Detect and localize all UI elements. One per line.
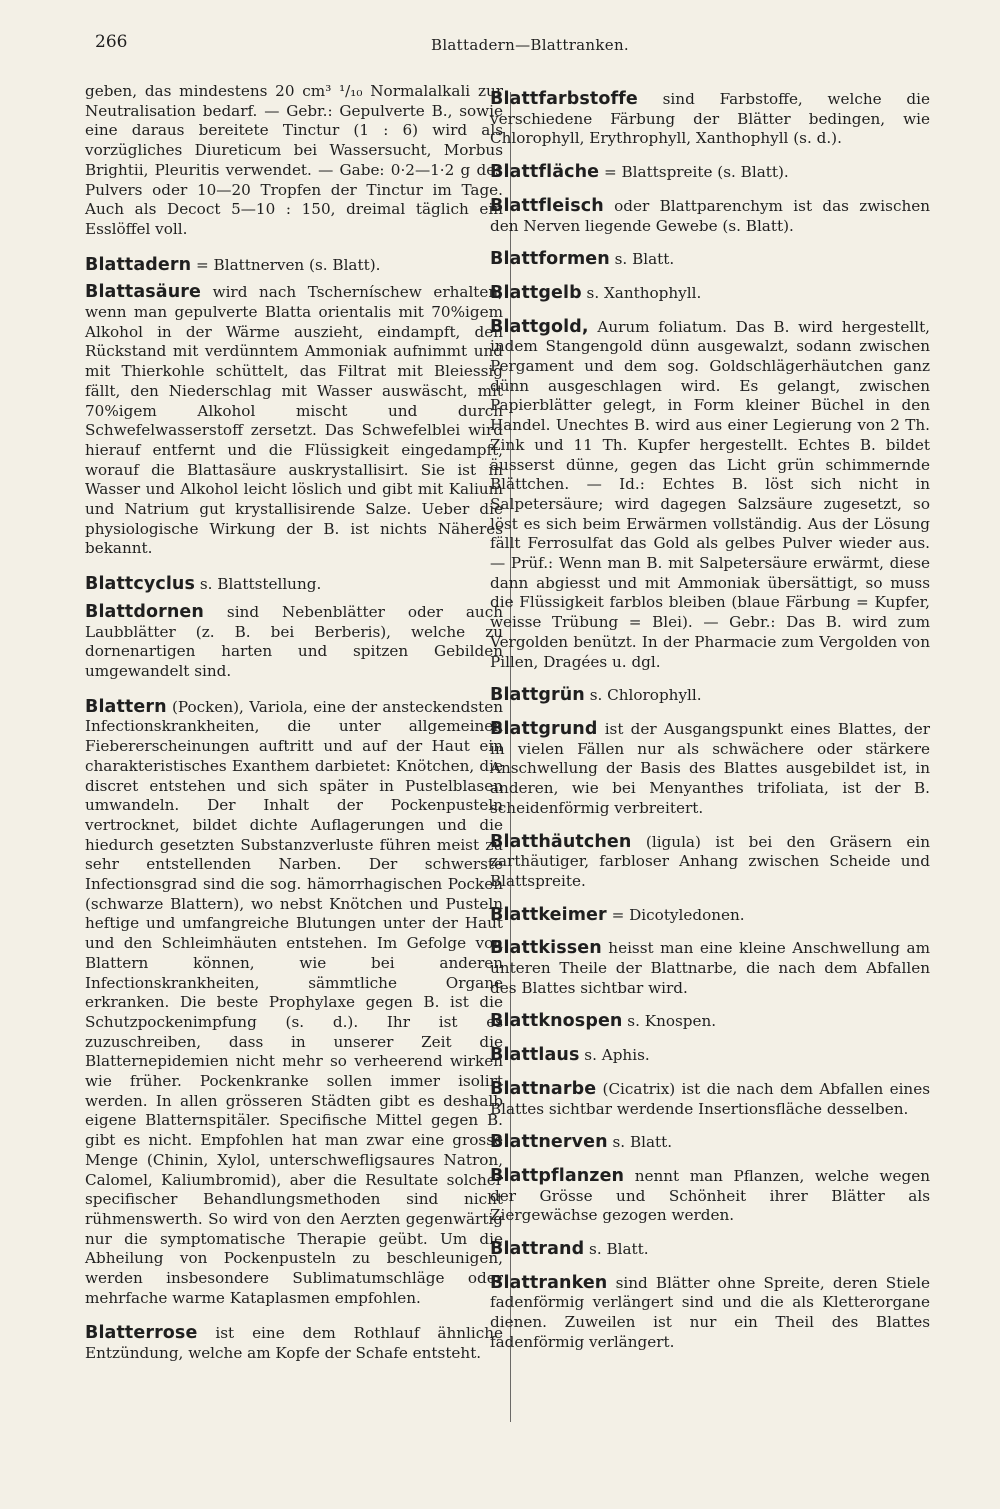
entry-text: nennt man Pflanzen, welche wegen der Grösse und Schönheit ihrer Blätter als Ziergewächse gezogen werden. [490,1166,931,1225]
right-column [490,90,930,1367]
entry-text: = Blattspreite (s. Blatt). [603,163,789,182]
entry-headword: Blattern [85,696,167,717]
entry-text: wird nach Tscherníschew erhalten, wenn man gepulverte Blatta orientalis mit 70%igem Alkohol in der Wärme auszieht, eindampft, den Rückstand mit verdünntem Ammoniak aufnimmt und mit Thierkohle schüttelt, das Filtrat mit Bleiessig fällt, den Niederschlag mit Wasser auswäscht, mit 70%igem Alkohol mischt und durch Schwefelwasserstoff zersetzt. Das Schwefelblei wird hierauf entfernt und die Flüssigkeit eingedampft, worauf die Blattasäure auskrystallisirt. Sie ist in Wasser und Alkohol leicht löslich und gibt mit Kalium und Natrium gut krystallisirende Salze. Ueber die physiologische Wirkung der B. ist nichts Näheres bekannt. [85,283,503,558]
entry-blattadern [85,256,503,276]
entry-blattranken [490,1274,930,1353]
entry-text: oder Blattparenchym ist das zwischen den Nerven liegende Gewebe (s. Blatt). [490,196,930,235]
entry-headword: Blattfleisch [490,195,604,216]
entry-headword: Blattfläche [490,162,600,183]
entry-headword: Blattrand [490,1239,585,1260]
entry-text: s. Blatt. [612,1133,673,1152]
entry-headword: Blattasäure [85,282,201,303]
entry-blattflaeche [490,163,930,183]
entry-headword: Blattnerven [490,1132,608,1153]
entry-text: s. Knospen. [627,1012,717,1031]
entry-blattnarbe [490,1080,930,1119]
entry-blattkissen [490,939,930,998]
entry-text: (ligula) ist bei den Gräsern ein zarthäutiger, farbloser Anhang zwischen Scheide und Blattspreite. [490,832,930,890]
continuation-text: geben, das mindestens 20 cm³ ¹/₁₀ Normalalkali zur Neutralisation bedarf. — Gebr.: Gepulverte B., sowie eine daraus bereitete Tinctur (1 : 6) wird als vorzügliches Diureticum bei Wassersucht, Morbus Brightii, Pleuritis verwendet. — Gabe: 0·2—1·2 g des Pulvers oder 10—20 Tropfen der Tinctur im Tage. Auch als Decoct 5—10 : 150, dreimal täglich ein Esslöffel voll. [85,82,503,238]
entry-text: s. Xanthophyll. [586,283,702,302]
entry-text: ist eine dem Rothlauf ähnliche Entzündung, welche am Kopfe der Schafe entsteht. [85,1324,504,1363]
entry-headword: Blattgold, [490,316,589,337]
entry-headword: Blatterrose [85,1323,198,1344]
entry-blattgelb [490,284,930,304]
entry-blattlaus [490,1046,930,1066]
entry-headword: Blattgrund [490,718,598,739]
entry-text: s. Aphis. [584,1046,650,1065]
entry-text: s. Blattstellung. [199,575,322,594]
entry-blattasaeure [85,283,503,559]
entry-text: sind Farbstoffe, welche die verschiedene Färbung der Blätter bedingen, wie Chlorophyll, Erythrophyll, Xanthophyll (s. d.). [490,90,931,148]
entry-headword: Blattgrün [490,685,585,706]
entry-blattrand [490,1240,930,1260]
entry-blattdornen [85,603,503,682]
entry-blatterrose [85,1324,503,1363]
entry-headword: Blatthäutchen [490,831,632,852]
entry-headword: Blattfarbstoffe [490,89,638,109]
entry-headword: Blattknospen [490,1011,623,1032]
entry-blattfleisch [490,197,930,236]
continuation-paragraph [85,82,503,240]
entry-headword: Blattformen [490,249,610,270]
entry-text: (Cicatrix) ist die nach dem Abfallen eines Blattes sichtbar werdende Insertionsfläche desselben. [490,1079,930,1118]
entry-blattcyclus [85,575,503,595]
entry-text: = Dicotyledonen. [611,905,745,924]
entry-blattformen [490,250,930,270]
entry-blattfarbstoffe [490,90,930,149]
entry-text: ist der Ausgangspunkt eines Blattes, der in vielen Fällen nur als schwächere oder stärkere Anschwellung der Basis des Blattes ausgebildet ist, in anderen, wie bei Menyanthes trifoliata, ist der B. scheidenförmig verbreitert. [490,719,930,817]
entry-blattern [85,698,503,1309]
entry-blattnerven [490,1133,930,1153]
entry-blattpflanzen [490,1167,930,1226]
entry-headword: Blattranken [490,1272,608,1293]
entry-headword: Blattdornen [85,601,204,622]
entry-headword: Blattlaus [490,1045,580,1066]
left-column [85,82,503,1372]
entry-text: s. Blatt. [589,1240,649,1259]
entry-blattkeimer [490,906,930,926]
entry-text: Aurum foliatum. Das B. wird hergestellt, indem Stangengold dünn ausgewalzt, sodann zwischen Pergament und dem sog. Goldschlägerhäutchen ganz dünn ausgeschlagen wird. Es gelangt, zwischen Papierblätter gelegt, in Form kleiner Büchel in den Handel. Unechtes B. wird aus einer Legierung von 2 Th. Zink und 11 Th. Kupfer hergestellt. Echtes B. bildet äusserst dünne, gegen das Licht grün schimmernde Blättchen. — Id.: Echtes B. löst sich nicht in Salpetersäure; wird dagegen Salzsäure zugesetzt, so löst es sich beim Erwärmen vollständig. Aus der Lösung fällt Ferrosulfat das Gold als gelbes Pulver wieder aus. — Prüf.: Wenn man B. mit Salpetersäure erwärmt, diese dann abgiesst und mit Ammoniak übersättigt, so muss die Flüssigkeit farblos bleiben (blaue Färbung = Kupfer, weisse Trübung = Blei). — Gebr.: Das B. wird zum Vergolden benützt. In der Pharmacie zum Vergolden von Pillen, Dragées u. dgl. [490,317,931,671]
entry-headword: Blattkissen [490,938,602,959]
entry-text: (Pocken), Variola, eine der ansteckendsten Infectionskrankheiten, die unter allgemeinen Fiebererscheinungen auftritt und auf der Haut ein charakteristisches Exanthem darbietet: Knötchen, die discret entstehen und sich später in Pustelblasen umwandeln. Der Inhalt der Pockenpusteln vertrocknet, bildet dichte Auflagerungen und die hiedurch gesetzten Substanzverluste führen meist zu sehr entstellenden Narben. Der schwerste Infectionsgrad sind die sog. hämorrhagischen Pocken (schwarze Blattern), wo nebst Knötchen und Pusteln heftige und umfangreiche Blutungen unter der Haut und den Schleimhäuten entstehen. Im Gefolge von Blattern können, wie bei anderen Infectionskrankheiten, sämmtliche Organe erkranken. Die beste Prophylaxe gegen B. ist die Schutzpockenimpfung (s. d.). Ihr ist es zuzuschreiben, dass in unserer Zeit die Blatternepidemien nicht mehr so verheerend wirken wie früher. Pockenkranke sollen immer isolirt werden. In allen grösseren Städten gibt es deshalb eigene Blatternspitäler. Specifische Mittel gegen B. gibt es nicht. Empfohlen hat man zwar eine grosse Menge (Chinin, Xylol, unterschwefligsaures Natron, Calomel, Kaliumbromid), aber die Resultate solcher specifischer Behandlungsmethoden sind nicht rühmenswerth. So wird von den Aerzten gegenwärtig nur die symptomatische Therapie geübt. Um die Abheilung von Pockenpusteln zu beschleunigen, werden insbesondere Sublimatumschläge oder mehrfache warme Kataplasmen empfohlen. [85,697,504,1307]
entry-headword: Blattgelb [490,282,582,303]
entry-blattgrund [490,720,930,819]
entry-headword: Blattpflanzen [490,1165,625,1186]
entry-text: sind Blätter ohne Spreite, deren Stiele fadenförmig verlängert sind und die als Kletterorgane dienen. Zuweilen ist nur ein Theil des Blattes fadenförmig verlängert. [490,1273,931,1351]
entry-blatthaeutchen [490,833,930,892]
entry-headword: Blattnarbe [490,1078,597,1099]
entry-blattgold [490,318,930,673]
entry-blattgruen [490,686,930,706]
entry-blattknospen [490,1012,930,1032]
entry-headword: Blattcyclus [85,574,196,595]
entry-text: sind Nebenblätter oder auch Laubblätter (z. B. bei Berberis), welche zu dornenartigen harten und spitzen Gebilden umgewandelt sind. [85,602,504,680]
entry-headword: Blattadern [85,254,192,275]
entry-headword: Blattkeimer [490,904,607,925]
running-head: Blattadern—Blattranken. [431,36,629,54]
entry-text: = Blattnerven (s. Blatt). [196,255,381,274]
entry-text: s. Chlorophyll. [589,686,702,705]
entry-text: s. Blatt. [614,250,675,269]
page-number: 266 [95,32,128,52]
entry-text: heisst man eine kleine Anschwellung am unteren Theile der Blattnarbe, die nach dem Abfallen des Blattes sichtbar wird. [490,939,930,997]
